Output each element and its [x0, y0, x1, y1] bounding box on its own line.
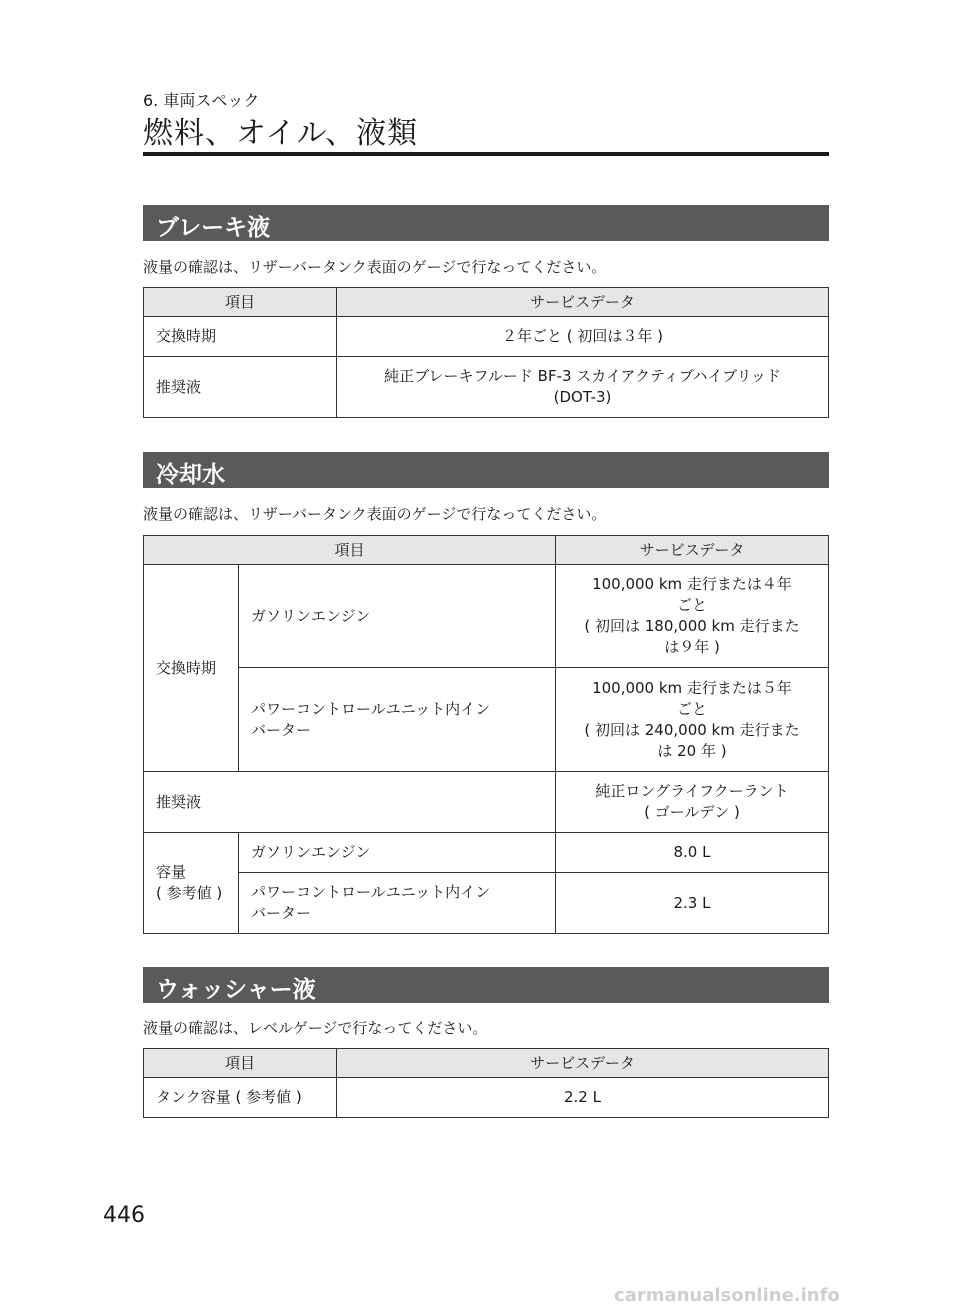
row-value — [556, 772, 829, 833]
sublabel-line: バーター — [251, 904, 312, 922]
row-sublabel — [239, 668, 556, 772]
label-line: ( 参考値 ) — [156, 884, 223, 902]
col-header-data: サービスデータ — [337, 288, 829, 317]
washer-intro-text: 液量の確認は、レベルゲージで行なってください。 — [143, 1019, 488, 1037]
table-row — [144, 668, 829, 772]
col-header-data: サービスデータ — [337, 1049, 829, 1078]
row-label: 交換時期 — [144, 565, 239, 772]
row-label: 推奨液 — [144, 357, 337, 418]
watermark: carmanualsonline.info — [614, 1285, 840, 1306]
coolant-spec-table — [143, 535, 829, 934]
title-divider — [143, 152, 829, 156]
table-row — [144, 772, 829, 833]
coolant-intro-text: 液量の確認は、リザーバータンク表面のゲージで行なってください。 — [143, 505, 607, 523]
brake-spec-table — [143, 287, 829, 418]
row-value: 2.3 L — [556, 873, 829, 934]
value-line: ごと — [676, 699, 707, 718]
sublabel-line: パワーコントロールユニット内イン — [251, 699, 491, 718]
table-row — [144, 357, 829, 418]
value-line: 純正ロングライフクーラント — [595, 782, 789, 800]
chapter-label: 6. 車両スペック — [143, 91, 260, 110]
table-row — [144, 873, 829, 934]
section-heading-brake: ブレーキ液 — [143, 205, 829, 241]
value-line: は９年 ) — [664, 638, 720, 656]
row-sublabel: ガソリンエンジン — [239, 833, 556, 873]
value-line: ( ゴールデン ) — [644, 803, 740, 821]
value-line: は 20 年 ) — [657, 741, 727, 760]
sublabel-line: ガソリンエンジン — [251, 606, 371, 625]
row-label — [144, 833, 239, 934]
label-line: 容量 — [156, 863, 187, 881]
value-line: 純正ブレーキフルード BF-3 スカイアクティブハイブリッド — [384, 367, 781, 385]
row-value — [556, 565, 829, 668]
table-row — [144, 833, 829, 873]
col-header-item: 項目 — [144, 288, 337, 317]
col-header-item: 項目 — [144, 1049, 337, 1078]
value-line: 100,000 km 走行または４年 — [592, 575, 792, 593]
col-header-data: サービスデータ — [556, 536, 829, 565]
section-heading-washer: ウォッシャー液 — [143, 967, 829, 1003]
row-value: 8.0 L — [556, 833, 829, 873]
row-sublabel — [239, 873, 556, 934]
page-title: 燃料、オイル、液類 — [143, 116, 419, 151]
row-label: 推奨液 — [144, 772, 556, 833]
table-row — [144, 1078, 829, 1118]
row-label: タンク容量 ( 参考値 ) — [144, 1078, 337, 1118]
row-value — [337, 357, 829, 418]
sublabel-line: バーター — [251, 720, 312, 739]
table-row — [144, 565, 829, 668]
washer-spec-table — [143, 1048, 829, 1118]
section-heading-coolant: 冷却水 — [143, 452, 829, 488]
row-value: 2.2 L — [337, 1078, 829, 1118]
value-line: 100,000 km 走行または５年 — [592, 678, 792, 697]
brake-intro-text: 液量の確認は、リザーバータンク表面のゲージで行なってください。 — [143, 258, 607, 276]
table-row — [144, 317, 829, 357]
row-value: ２年ごと ( 初回は３年 ) — [337, 317, 829, 357]
value-line: ( 初回は 240,000 km 走行また — [584, 720, 800, 739]
value-line: ごと — [676, 596, 707, 614]
row-label: 交換時期 — [144, 317, 337, 357]
value-line: ( 初回は 180,000 km 走行また — [584, 617, 800, 635]
row-value — [556, 668, 829, 772]
sublabel-line: パワーコントロールユニット内イン — [251, 883, 491, 901]
col-header-item: 項目 — [144, 536, 556, 565]
page-number: 446 — [103, 1203, 145, 1228]
row-sublabel — [239, 565, 556, 668]
value-line: (DOT-3) — [553, 388, 612, 406]
